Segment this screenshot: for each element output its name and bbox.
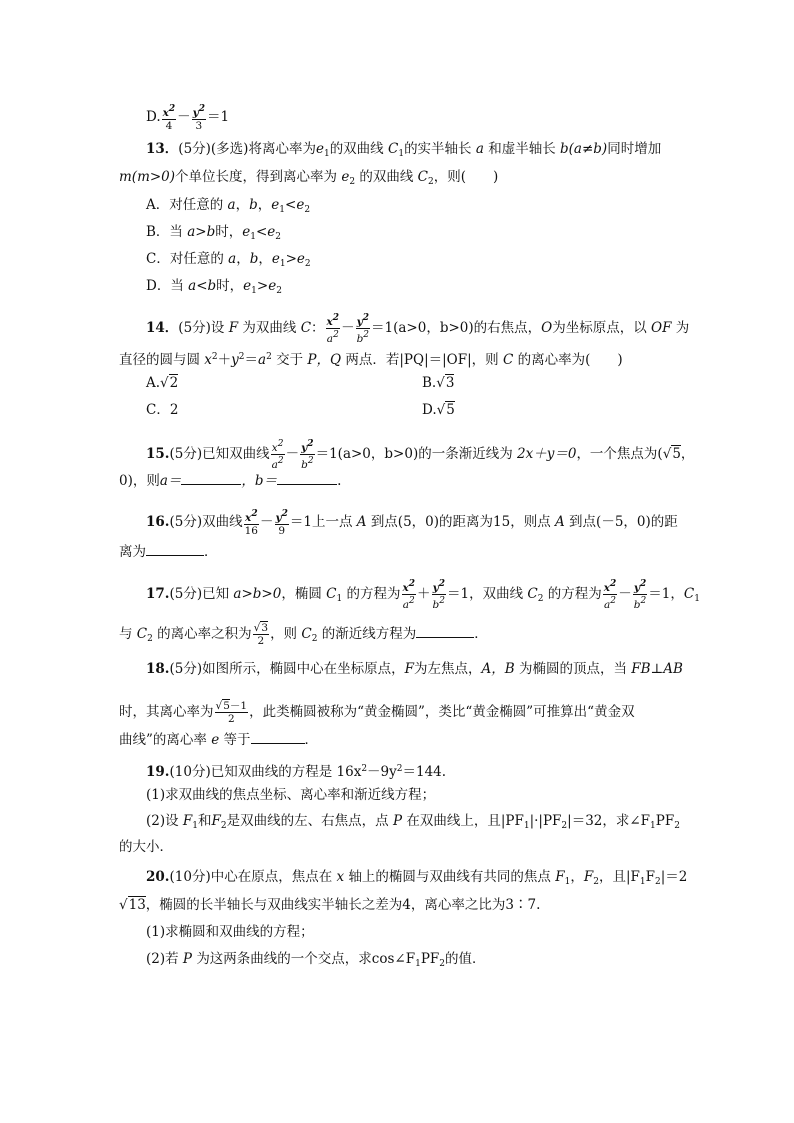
q14-option-c: C．2 bbox=[146, 402, 179, 418]
q19-line1: 19.(10分)已知双曲线的方程是 $16x^2-9y^2=144$. bbox=[146, 764, 447, 780]
prev-option-d: D. $\frac{x2}{4}$ － $\frac{y2}{3}$ ＝1 bbox=[146, 104, 230, 132]
q20-line1: 20.(10分)中心在原点，焦点在 x 轴上的椭圆与双曲线有共同的焦点 $F_1$，$F_2$，且$|F_1F_2|=2$ bbox=[146, 869, 688, 887]
q13-option-c: C．对任意的 a，b，$e_1>e_2$ bbox=[146, 251, 311, 269]
q19-part2-cont: 的大小． bbox=[119, 839, 173, 855]
fraction: $\frac{x2}{a2}$ bbox=[326, 313, 340, 345]
fraction: $\frac{y2}{b2}$ bbox=[301, 439, 314, 471]
q18-line1: 18.(5分)如图所示，椭圆中心在坐标原点，F为左焦点，A，B 为椭圆的顶点，当 FB⊥AB bbox=[146, 661, 683, 677]
q14-line1: 14．(5分)设 F 为双曲线 C： $\frac{x2}{a2}$ － $\frac{y2}{b2}$ ＝1(a>0，b>0)的右焦点，O为坐标原点，以 OF 为 bbox=[146, 313, 690, 345]
q19-part2: (2)设 $F_1$和$F_2$是双曲线的左、右焦点，点 P 在双曲线上，且$|PF_1|\cdot|PF_2|=32$，求$\angle F_1PF_2$ bbox=[146, 813, 680, 831]
q18-line2: 时，其离心率为 $\frac{√5-1}{2}$ ，此类椭圆被称为“黄金椭圆”，类比“黄金椭圆”可推算出“黄金双 bbox=[119, 700, 635, 725]
q13-option-a: A．对任意的 a，b，$e_1<e_2$ bbox=[146, 197, 311, 215]
q15-line2: 0)，则a＝ ，b＝ . bbox=[119, 473, 342, 489]
q18-line3: 曲线”的离心率 e 等于 ． bbox=[119, 732, 318, 748]
q20-part2: (2)若 P 为这两条曲线的一个交点，求$\cos\angle F_1PF_2$的值． bbox=[146, 951, 486, 969]
fraction: $\frac{y2}{b2}$ bbox=[356, 313, 370, 345]
q13-option-d: D．当 a<b时，$e_1>e_2$ bbox=[146, 278, 282, 296]
answer-blank[interactable] bbox=[251, 731, 305, 744]
q17-line2: 与 $C_2$ 的离心率之积为 $\frac{√3}{2}$ ，则 $C_2$ 的渐近线方程为 ． bbox=[119, 622, 488, 647]
answer-blank[interactable] bbox=[416, 625, 474, 638]
fraction: $\frac{y2}{b2}$ bbox=[432, 579, 445, 611]
fraction: $\frac{x2}{a2}$ bbox=[402, 579, 416, 611]
q13-line1: 13．(5分)(多选)将离心率为$e_1$的双曲线 $C_1$的实半轴长 a 和虚半轴长 b(a≠b)同时增加 bbox=[146, 141, 662, 159]
fraction: $\frac{x2}{a2}$ bbox=[603, 579, 617, 611]
fraction: $\frac{y2}{3}$ bbox=[192, 104, 206, 132]
answer-blank[interactable] bbox=[181, 472, 241, 485]
q14-option-d: D.√5 bbox=[422, 402, 455, 418]
q14-option-b: B.√3 bbox=[422, 375, 455, 391]
q20-line2: √13，椭圆的长半轴长与双曲线实半轴长之差为4，离心率之比为3∶7. bbox=[119, 897, 541, 913]
fraction: $\frac{x2}{4}$ bbox=[162, 104, 176, 132]
fraction: $\frac{x2}{a2}$ bbox=[271, 439, 284, 471]
fraction: $\frac{√3}{2}$ bbox=[253, 622, 269, 647]
q14-option-a: A.√2 bbox=[146, 375, 179, 391]
q13-option-b: B．当 a>b时，$e_1<e_2$ bbox=[146, 224, 282, 242]
answer-blank[interactable] bbox=[146, 543, 204, 556]
fraction: $\frac{√5-1}{2}$ bbox=[215, 700, 248, 725]
answer-blank[interactable] bbox=[277, 472, 337, 485]
q16-line2: 离为 ． bbox=[119, 544, 218, 560]
q19-part1: (1)求双曲线的焦点坐标、离心率和渐近线方程； bbox=[146, 787, 436, 803]
q16-line1: 16.(5分)双曲线 $\frac{x2}{16}$ － $\frac{y2}{9}$ ＝1上一点 A 到点(5，0)的距离为15，则点 A 到点(－5，0)的距 bbox=[146, 509, 678, 537]
q14-line2: 直径的圆与圆 $x^2+y^2=a^2$ 交于 P，Q 两点．若|PQ|＝|OF|，则 C 的离心率为( ) bbox=[119, 352, 623, 368]
fraction: $\frac{y2}{9}$ bbox=[275, 509, 288, 537]
q15-line1: 15.(5分)已知双曲线 $\frac{x2}{a2}$ － $\frac{y2}{b2}$ ＝1(a>0，b>0)的一条渐近线为 2x＋y＝0，一个焦点为(√5， bbox=[146, 439, 695, 471]
q13-line2: m(m>0)个单位长度，得到离心率为 $e_2$ 的双曲线 $C_2$，则( ) bbox=[119, 169, 499, 187]
q20-part1: (1)求椭圆和双曲线的方程； bbox=[146, 924, 314, 940]
q17-line1: 17.(5分)已知 a>b>0，椭圆 $C_1$ 的方程为 $\frac{x2}{a2}$ ＋ $\frac{y2}{b2}$ ＝1，双曲线 $C_2$ 的方程为 $\frac{x2}{a2}$ － $\frac{y2}{b2}$ ＝1，$C_1$ bbox=[146, 579, 700, 611]
fraction: $\frac{y2}{b2}$ bbox=[633, 579, 647, 611]
fraction: $\frac{x2}{16}$ bbox=[244, 509, 258, 537]
